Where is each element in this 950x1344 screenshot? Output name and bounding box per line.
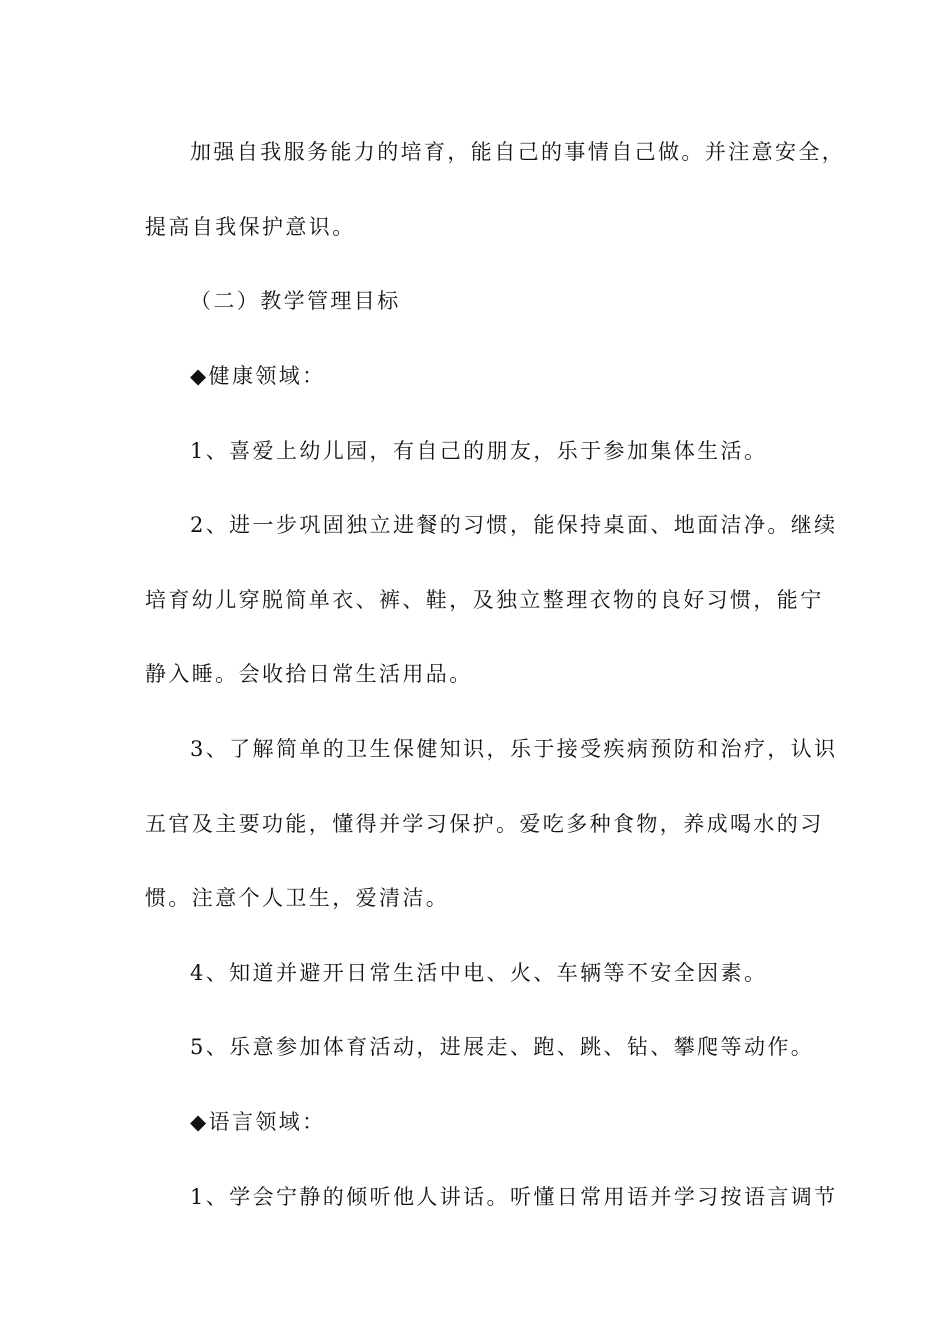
- paragraph-line: 惯。注意个人卫生，爱清洁。: [145, 886, 450, 910]
- paragraph-line: 提高自我保护意识。: [145, 215, 356, 239]
- list-item: 1、喜爱上幼儿园，有自己的朋友，乐于参加集体生活。: [190, 439, 768, 463]
- section-heading: （二）教学管理目标: [190, 289, 401, 313]
- list-item: 5、乐意参加体育活动，进展走、跑、跳、钻、攀爬等动作。: [190, 1035, 815, 1059]
- paragraph-line: 静入睡。会收拾日常生活用品。: [145, 662, 473, 686]
- list-item: 3、了解简单的卫生保健知识，乐于接受疾病预防和治疗，认识: [190, 737, 838, 761]
- list-item: 4、知道并避开日常生活中电、火、车辆等不安全因素。: [190, 961, 768, 985]
- paragraph-line: 培育幼儿穿脱简单衣、裤、鞋，及独立整理衣物的良好习惯，能宁: [145, 588, 824, 612]
- paragraph-line: 加强自我服务能力的培育，能自己的事情自己做。并注意安全，: [190, 140, 846, 164]
- domain-heading-health: ◆健康领域：: [190, 364, 326, 388]
- domain-heading-language: ◆语言领域：: [190, 1110, 326, 1134]
- list-item: 2、进一步巩固独立进餐的习惯，能保持桌面、地面洁净。继续: [190, 513, 838, 537]
- list-item: 1、学会宁静的倾听他人讲话。听懂日常用语并学习按语言调节: [190, 1185, 838, 1209]
- paragraph-line: 五官及主要功能，懂得并学习保护。爱吃多种食物，养成喝水的习: [145, 812, 824, 836]
